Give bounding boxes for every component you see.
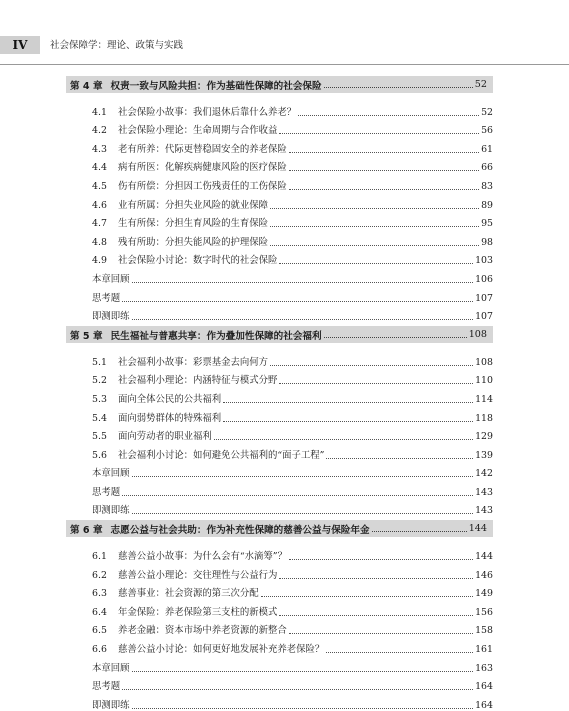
section-title: 年金保险：养老保险第三支柱的新模式 — [118, 606, 278, 618]
toc-end-entry[interactable] — [66, 285, 493, 304]
section-number: 5.5 — [92, 431, 107, 443]
dot-leader — [122, 688, 473, 690]
dot-leader — [132, 318, 474, 320]
dot-leader — [270, 364, 473, 366]
chapter-page: 108 — [468, 329, 487, 341]
section-label — [92, 450, 324, 461]
toc-end-entry[interactable] — [66, 498, 493, 517]
section-label — [92, 588, 259, 599]
section-label — [92, 357, 268, 368]
chapter-number: 第 4 章 — [70, 80, 103, 92]
dot-leader — [279, 132, 479, 134]
section-number: 4.9 — [92, 255, 107, 267]
section-page: 56 — [481, 125, 493, 137]
dot-leader — [298, 114, 479, 116]
section-page: 61 — [481, 143, 493, 155]
dot-leader — [289, 151, 479, 153]
section-label — [92, 375, 277, 386]
section-label — [92, 607, 277, 618]
dot-leader — [326, 457, 473, 459]
toc-end-entry[interactable] — [66, 479, 493, 498]
running-header — [0, 28, 569, 68]
section-page: 129 — [475, 431, 493, 443]
end-page: 164 — [475, 681, 493, 693]
toc-end-entry[interactable] — [66, 304, 493, 323]
section-number: 4.1 — [92, 106, 107, 118]
dot-leader — [132, 707, 474, 709]
section-number: 4.8 — [92, 236, 107, 248]
toc-section-entry[interactable] — [66, 618, 493, 637]
section-label — [92, 237, 268, 248]
dot-leader — [223, 420, 473, 422]
section-page: 144 — [475, 551, 493, 563]
section-page: 103 — [475, 255, 493, 267]
end-title: 即测即练 — [92, 699, 130, 711]
section-number: 6.4 — [92, 606, 107, 618]
end-page: 107 — [475, 292, 493, 304]
toc-end-entry[interactable] — [66, 266, 493, 285]
end-page: 142 — [475, 468, 493, 480]
chapter-page: 144 — [468, 523, 487, 535]
toc-section-entry[interactable] — [66, 562, 493, 581]
end-page: 106 — [475, 273, 493, 285]
chapter-label — [70, 78, 322, 92]
section-title: 社会保险小故事：我们退休后靠什么养老？ — [118, 106, 297, 118]
end-title: 本章回顾 — [92, 662, 130, 674]
dot-leader — [289, 169, 479, 171]
dot-leader — [279, 577, 473, 579]
section-title: 生有所保：分担生育风险的生育保险 — [118, 218, 269, 230]
section-label — [92, 144, 287, 155]
toc-end-entry[interactable] — [66, 655, 493, 674]
section-title: 慈善公益小讨论：如何更好地发展补充养老保险？ — [118, 644, 325, 656]
section-page: 114 — [475, 393, 493, 405]
toc-section-entry[interactable] — [66, 442, 493, 461]
section-title: 残有所助：分担失能风险的护理保险 — [118, 236, 269, 248]
dot-leader — [324, 86, 473, 88]
chapter-label — [70, 522, 370, 536]
section-label — [92, 255, 277, 266]
section-label — [92, 431, 212, 442]
section-number: 5.3 — [92, 393, 107, 405]
dot-leader — [289, 558, 473, 560]
chapter-number: 第 5 章 — [70, 330, 103, 342]
section-title: 面向全体公民的公共福利 — [118, 393, 222, 405]
section-label — [92, 644, 324, 655]
section-label — [92, 413, 221, 424]
section-page: 83 — [481, 180, 493, 192]
section-page: 98 — [481, 236, 493, 248]
end-title: 即测即练 — [92, 311, 130, 323]
dot-leader — [261, 595, 473, 597]
section-label — [92, 394, 221, 405]
section-page: 52 — [481, 106, 493, 118]
end-title: 本章回顾 — [92, 468, 130, 480]
section-label — [92, 162, 287, 173]
toc-section-entry[interactable] — [66, 136, 493, 155]
toc-section-entry[interactable] — [66, 405, 493, 424]
chapter-label — [70, 328, 322, 342]
section-label — [92, 125, 277, 136]
section-page: 139 — [475, 449, 493, 461]
section-number: 6.1 — [92, 551, 107, 563]
toc-section-entry[interactable] — [66, 636, 493, 655]
dot-leader — [279, 382, 473, 384]
section-label — [92, 200, 268, 211]
dot-leader — [214, 438, 473, 440]
dot-leader — [132, 281, 474, 283]
toc-section-entry[interactable] — [66, 173, 493, 192]
section-number: 4.3 — [92, 143, 107, 155]
dot-leader — [270, 207, 479, 209]
chapter-title: 志愿公益与社会共助：作为补充性保障的慈善公益与保险年金 — [110, 524, 370, 536]
chapter-title: 权责一致与风险共担：作为基础性保障的社会保险 — [110, 80, 322, 92]
section-title: 老有所养：代际更替稳固安全的养老保险 — [118, 143, 287, 155]
section-title: 慈善公益小理论：交往理性与公益行为 — [118, 569, 278, 581]
end-title: 本章回顾 — [92, 273, 130, 285]
header-rule — [0, 64, 569, 65]
section-number: 6.5 — [92, 625, 107, 637]
section-title: 业有所属：分担失业风险的就业保障 — [118, 199, 269, 211]
dot-leader — [289, 188, 479, 190]
dot-leader — [132, 670, 474, 672]
section-title: 社会保险小讨论：数字时代的社会保险 — [118, 255, 278, 267]
toc-section-entry[interactable] — [66, 211, 493, 230]
dot-leader — [279, 614, 473, 616]
dot-leader — [122, 494, 473, 496]
toc-end-entry[interactable] — [66, 461, 493, 480]
section-number: 5.1 — [92, 356, 107, 368]
chapter-heading[interactable] — [66, 76, 493, 93]
dot-leader — [372, 530, 467, 532]
toc-section-entry[interactable] — [66, 543, 493, 562]
section-title: 社会福利小故事：彩票基金去向何方 — [118, 356, 269, 368]
section-page: 156 — [475, 606, 493, 618]
dot-leader — [122, 300, 473, 302]
toc-section-entry[interactable] — [66, 248, 493, 267]
section-page: 66 — [481, 162, 493, 174]
dot-leader — [270, 244, 479, 246]
section-page: 118 — [475, 412, 493, 424]
toc-end-entry[interactable] — [66, 692, 493, 711]
toc-section-entry[interactable] — [66, 599, 493, 618]
dot-leader — [279, 262, 473, 264]
section-title: 社会福利小理论：内涵特征与模式分野 — [118, 375, 278, 387]
section-number: 5.6 — [92, 449, 107, 461]
section-label — [92, 551, 287, 562]
chapter-title: 民生福祉与普惠共享：作为叠加性保障的社会福利 — [110, 330, 322, 342]
chapter-heading[interactable] — [66, 520, 493, 537]
section-page: 95 — [481, 218, 493, 230]
section-number: 4.7 — [92, 218, 107, 230]
section-number: 5.4 — [92, 412, 107, 424]
section-label — [92, 625, 287, 636]
section-label — [92, 107, 296, 118]
toc-end-entry[interactable] — [66, 674, 493, 693]
section-title: 社会保险小理论：生命周期与合作收益 — [118, 125, 278, 137]
toc-section-entry[interactable] — [66, 118, 493, 137]
dot-leader — [270, 225, 479, 227]
section-title: 面向劳动者的职业福利 — [118, 431, 212, 443]
section-number: 4.4 — [92, 162, 107, 174]
section-page: 158 — [475, 625, 493, 637]
section-page: 110 — [475, 375, 493, 387]
end-title: 即测即练 — [92, 505, 130, 517]
chapter-heading[interactable] — [66, 326, 493, 343]
section-page: 108 — [475, 356, 493, 368]
end-page: 107 — [475, 311, 493, 323]
section-title: 伤有所偿：分担因工伤残责任的工伤保险 — [118, 180, 287, 192]
toc-section-entry[interactable] — [66, 581, 493, 600]
page-number-roman: IV — [0, 36, 40, 54]
chapter-number: 第 6 章 — [70, 524, 103, 536]
end-title: 思考题 — [92, 681, 121, 693]
dot-leader — [223, 401, 473, 403]
section-label — [92, 181, 287, 192]
dot-leader — [324, 336, 467, 338]
section-number: 6.2 — [92, 569, 107, 581]
dot-leader — [326, 651, 473, 653]
toc-section-entry[interactable] — [66, 368, 493, 387]
toc-section-entry[interactable] — [66, 99, 493, 118]
section-title: 慈善事业：社会资源的第三次分配 — [118, 588, 259, 600]
toc-section-entry[interactable] — [66, 386, 493, 405]
toc-section-entry[interactable] — [66, 349, 493, 368]
section-number: 5.2 — [92, 375, 107, 387]
end-page: 143 — [475, 505, 493, 517]
section-page: 89 — [481, 199, 493, 211]
section-page: 161 — [475, 644, 493, 656]
section-title: 社会福利小讨论：如何避免公共福利的“面子工程” — [118, 449, 325, 461]
section-label — [92, 218, 268, 229]
table-of-contents — [66, 76, 493, 711]
section-number: 6.3 — [92, 588, 107, 600]
end-page: 164 — [475, 699, 493, 711]
section-page: 149 — [475, 588, 493, 600]
section-title: 面向弱势群体的特殊福利 — [118, 412, 222, 424]
section-title: 养老金融：资本市场中养老资源的新整合 — [118, 625, 287, 637]
toc-section-entry[interactable] — [66, 155, 493, 174]
end-page: 163 — [475, 662, 493, 674]
section-label — [92, 570, 277, 581]
dot-leader — [132, 512, 474, 514]
section-page: 146 — [475, 569, 493, 581]
section-number: 4.5 — [92, 180, 107, 192]
section-number: 4.2 — [92, 125, 107, 137]
end-title: 思考题 — [92, 486, 121, 498]
book-title: 社会保障学：理论、政策与实践 — [50, 40, 184, 51]
dot-leader — [132, 475, 474, 477]
chapter-page: 52 — [474, 79, 487, 90]
toc-section-entry[interactable] — [66, 229, 493, 248]
end-title: 思考题 — [92, 292, 121, 304]
section-title: 病有所医：化解疾病健康风险的医疗保险 — [118, 162, 287, 174]
section-title: 慈善公益小故事：为什么会有“水滴筹”？ — [118, 551, 287, 563]
section-number: 6.6 — [92, 644, 107, 656]
end-page: 143 — [475, 486, 493, 498]
dot-leader — [289, 632, 473, 634]
section-number: 4.6 — [92, 199, 107, 211]
toc-section-entry[interactable] — [66, 424, 493, 443]
toc-section-entry[interactable] — [66, 192, 493, 211]
